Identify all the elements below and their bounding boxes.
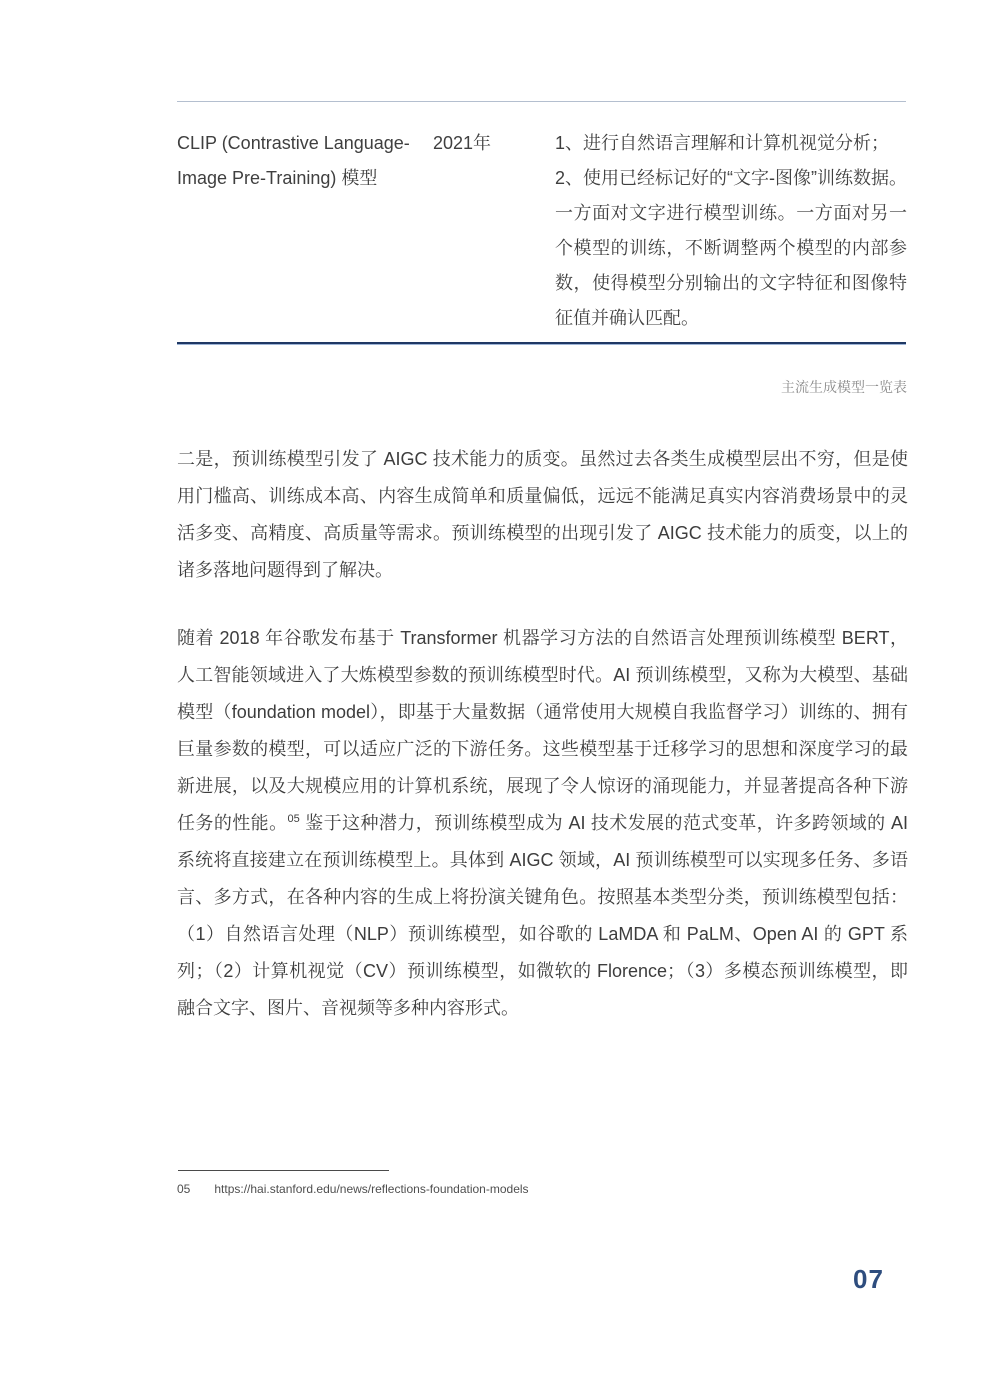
table-caption: 主流生成模型一览表: [781, 379, 907, 395]
footnote-divider: [178, 1170, 389, 1171]
description-cell: [555, 126, 907, 336]
table-top-divider: [177, 101, 906, 102]
page-number: 07: [853, 1264, 884, 1294]
table-row: [177, 126, 907, 336]
model-name: CLIP (Contrastive Language-Image Pre-Training) 模型: [177, 133, 410, 188]
paragraph-2-text-after: 鉴于这种潜力，预训练模型成为 AI 技术发展的范式变革，许多跨领域的 AI 系统将直接建立在预训练模型上。具体到 AIGC 领域，AI 预训练模型可以实现多任务、多语言、多方式，在各种内容的生成上将扮演关键角色。按照基本类型分类，预训练模型包括：（1）自然语言处理（NLP）预训练模型，如谷歌的 LaMDA 和 PaLM、Open AI 的 GPT 系列；（2）计算机视觉（CV）预训练模型，如微软的 Florence；（3）多模态预训练模型，即融合文字、图片、音视频等多种内容形式。: [177, 813, 909, 1018]
description-item: 2、使用已经标记好的“文字-图像”训练数据。一方面对文字进行模型训练。一方面对另一个模型的训练，不断调整两个模型的内部参数，使得模型分别输出的文字特征和图像特征值并确认匹配。: [555, 168, 907, 328]
footnote: [177, 1182, 529, 1196]
body-paragraph-2: [177, 620, 908, 1027]
year-cell: [433, 126, 555, 336]
model-year: 2021年: [433, 133, 492, 153]
description-item: 1、进行自然语言理解和计算机视觉分析；: [555, 133, 890, 153]
footnote-url[interactable]: https://hai.stanford.edu/news/reflections-foundation-models: [214, 1182, 529, 1196]
model-name-cell: [177, 126, 433, 336]
paragraph-2-text-before: 随着 2018 年谷歌发布基于 Transformer 机器学习方法的自然语言处理预训练模型 BERT，人工智能领域进入了大炼模型参数的预训练模型时代。AI 预训练模型，又称为大模型、基础模型（foundation model），即基于大量数据（通常使用大规模自我监督学习）训练的、拥有巨量参数的模型，可以适应广泛的下游任务。这些模型基于迁移学习的思想和深度学习的最新进展，以及大规模应用的计算机系统，展现了令人惊讶的涌现能力，并显著提高各种下游任务的性能。: [177, 628, 908, 833]
footnote-reference-05: 05: [287, 813, 300, 825]
body-paragraph-1: 二是，预训练模型引发了 AIGC 技术能力的质变。虽然过去各类生成模型层出不穷，但是使用门槛高、训练成本高、内容生成简单和质量偏低，远远不能满足真实内容消费场景中的灵活多变、高精度、高质量等需求。预训练模型的出现引发了 AIGC 技术能力的质变，以上的诸多落地问题得到了解决。: [177, 449, 908, 580]
footnote-number: 05: [177, 1182, 191, 1196]
table-bottom-divider: [177, 342, 906, 345]
